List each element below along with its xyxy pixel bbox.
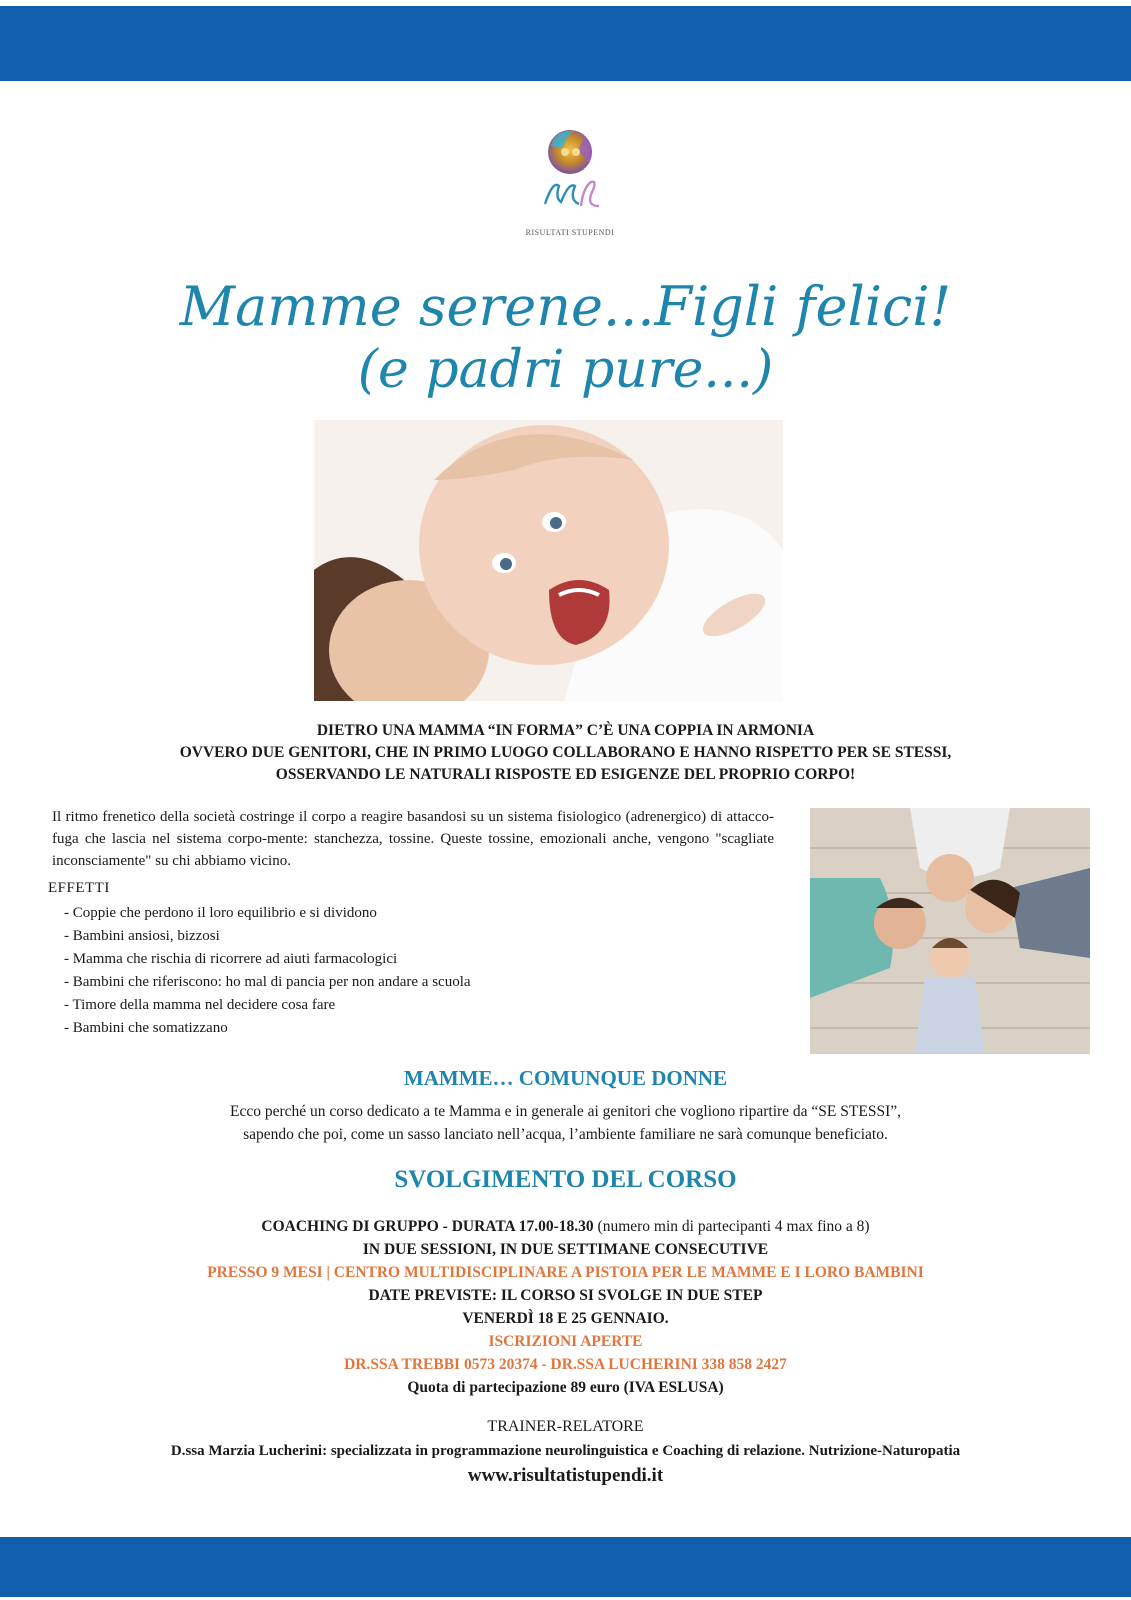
effects-list [64, 902, 471, 1040]
section-mamme-text [0, 1100, 1131, 1146]
course-fee: Quota di partecipazione 89 euro (IVA ESLUSA) [407, 1379, 724, 1396]
section-mamme-line-1: Ecco perché un corso dedicato a te Mamma e in generale ai genitori che vogliono ripartire da “SE STESSI”, [230, 1103, 901, 1120]
effects-title: EFFETTI [48, 880, 110, 896]
course-sessions: IN DUE SESSIONI, IN DUE SETTIMANE CONSECUTIVE [362, 1241, 769, 1258]
brand-logo [520, 126, 620, 237]
course-participants: (numero min di partecipanti 4 max fino a 8) [593, 1218, 870, 1235]
baby-photo [314, 420, 783, 701]
course-dates: DATE PREVISTE: IL CORSO SI SVOLGE IN DUE STEP [368, 1287, 763, 1304]
course-location: PRESSO 9 MESI | CENTRO MULTIDISCIPLINARE A PISTOIA PER LE MAMME E I LORO BAMBINI [207, 1264, 924, 1281]
tagline-line-3: OSSERVANDO LE NATURALI RISPOSTE ED ESIGENZE DEL PROPRIO CORPO! [275, 766, 856, 783]
website-link[interactable]: www.risultatistupendi.it [467, 1465, 664, 1486]
top-band [0, 6, 1131, 81]
section-title-mamme: MAMME… COMUNQUE DONNE [403, 1066, 728, 1090]
list-item: - Timore della mamma nel decidere cosa fare [64, 997, 336, 1013]
course-contacts: DR.SSA TREBBI 0573 20374 - DR.SSA LUCHERINI 338 858 2427 [344, 1356, 787, 1373]
list-item: - Bambini che somatizzano [64, 1020, 228, 1036]
course-coaching: COACHING DI GRUPPO - DURATA 17.00-18.30 [261, 1218, 594, 1235]
course-details [0, 1215, 1131, 1399]
list-item: - Bambini che riferiscono: ho mal di pancia per non andare a scuola [64, 974, 471, 990]
tagline-line-1: DIETRO UNA MAMMA “IN FORMA” C’È UNA COPPIA IN ARMONIA [316, 722, 815, 739]
course-days: VENERDÌ 18 E 25 GENNAIO. [462, 1310, 669, 1327]
logo-tagline: RISULTATI STUPENDI [525, 228, 615, 237]
trainer-label: TRAINER-RELATORE [487, 1418, 644, 1435]
list-item: - Bambini ansiosi, bizzosi [64, 928, 220, 944]
headline-line-1: Mamme serene...Figli felici! [179, 275, 952, 338]
list-item: - Coppie che perdono il loro equilibrio e si dividono [64, 905, 377, 921]
headline-line-2: (e padri pure...) [357, 340, 774, 400]
section-title-corso: SVOLGIMENTO DEL CORSO [394, 1166, 737, 1193]
section-mamme-line-2: sapendo che poi, come un sasso lanciato nell’acqua, l’ambiente familiare ne sarà comunque beneficiato. [243, 1126, 888, 1143]
bottom-band [0, 1537, 1131, 1597]
course-coaching-line [0, 1215, 1131, 1238]
tagline-line-2: OVVERO DUE GENITORI, CHE IN PRIMO LUOGO COLLABORANO E HANNO RISPETTO PER SE STESSI, [179, 744, 952, 761]
logo-emblem-icon [525, 126, 615, 226]
intro-tagline [0, 720, 1131, 786]
list-item: - Mamma che rischia di ricorrere ad aiuti farmacologici [64, 951, 398, 967]
course-registration: ISCRIZIONI APERTE [488, 1333, 643, 1350]
intro-paragraph: Il ritmo frenetico della società costringe il corpo a reagire basandosi su un sistema fisiologico (adrenergico) di attacco-fuga che lascia nel sistema corpo-mente: stanchezza, tossine. Queste tossine, emozionali anche, vengono "scagliate inconsciamente" su chi abbiamo vicino. [52, 809, 774, 869]
family-photo [810, 808, 1090, 1054]
trainer-description: D.ssa Marzia Lucherini: specializzata in programmazione neurolinguistica e Coaching di relazione. Nutrizione-Naturopatia [170, 1443, 961, 1459]
